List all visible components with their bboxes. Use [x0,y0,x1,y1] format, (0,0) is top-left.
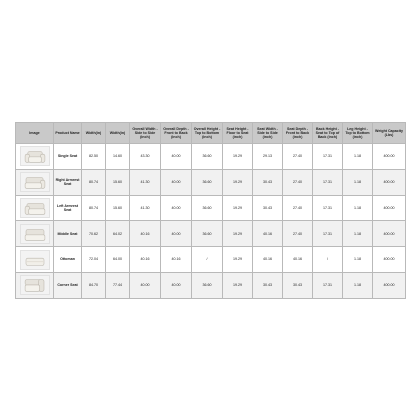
header-overall-depth: Overall Depth - Front to Back (inch) [161,123,192,144]
table-row [16,195,406,221]
header-back-height: Back Height - Seat to Top of Back (inch) [313,123,343,144]
cell-weight-capacity: 400.00 [373,221,406,247]
cell-width-2: 14.60 [106,144,130,170]
table-row [16,169,406,195]
cell-weight-capacity: 400.00 [373,195,406,221]
cell-seat-width: 30.43 [253,272,283,298]
cell-width-2: 64.00 [106,247,130,273]
cell-leg-height: 1.18 [343,195,373,221]
cell-weight-capacity: 400.00 [373,169,406,195]
header-overall-height: Overall Height - Top to Bottom (inch) [192,123,223,144]
table-row [16,144,406,170]
cell-width-1: 80.74 [82,169,106,195]
cell-back-height: 17.31 [313,195,343,221]
product-name: Middle Seat [54,221,82,247]
cell-overall-depth: 40.00 [161,272,192,298]
cell-back-height: / [313,247,343,273]
header-product-name: Product Name [54,123,82,144]
cell-overall-depth: 40.00 [161,144,192,170]
cell-width-2: 64.02 [106,221,130,247]
header-image: Image [16,123,54,144]
product-image-cell [16,144,54,170]
table-row [16,247,406,273]
cell-leg-height: 1.18 [343,221,373,247]
cell-width-1: 84.70 [82,272,106,298]
header-width-1: Width(in) [82,123,106,144]
product-image-cell [16,247,54,273]
spec-table [15,122,406,299]
product-image-cell [16,221,54,247]
cell-seat-width: 40.16 [253,247,283,273]
header-weight-capacity: Weight Capacity (Lbs) [373,123,406,144]
cell-overall-width: 43.30 [130,144,161,170]
cell-back-height: 17.31 [313,272,343,298]
cell-overall-height: 36.60 [192,272,223,298]
cell-width-1: 82.50 [82,144,106,170]
cell-weight-capacity: 400.00 [373,144,406,170]
spec-body [16,144,406,299]
cell-seat-width: 30.43 [253,195,283,221]
header-width-2: Width(in) [106,123,130,144]
cell-overall-width: 41.30 [130,195,161,221]
product-name: Left Armrest Seat [54,195,82,221]
cell-seat-depth: 27.40 [283,195,313,221]
single-seat-sofa-icon [20,146,50,166]
cell-back-height: 17.31 [313,221,343,247]
cell-seat-width: 30.43 [253,169,283,195]
product-name: Single Seat [54,144,82,170]
cell-seat-width: 29.13 [253,144,283,170]
cell-seat-depth: 30.43 [283,272,313,298]
cell-leg-height: 1.18 [343,169,373,195]
cell-seat-depth: 40.16 [283,247,313,273]
cell-overall-width: 40.00 [130,272,161,298]
cell-back-height: 17.31 [313,144,343,170]
cell-width-1: 80.74 [82,195,106,221]
product-name: Ottoman [54,247,82,273]
header-row [16,123,406,144]
middle-seat-icon [20,224,50,244]
cell-width-1: 70.62 [82,221,106,247]
cell-width-2: 77.44 [106,272,130,298]
header-overall-width: Overall Width - Side to Side (inch) [130,123,161,144]
table-row [16,221,406,247]
cell-back-height: 17.31 [313,169,343,195]
cell-overall-width: 40.16 [130,247,161,273]
product-image-cell [16,169,54,195]
cell-overall-depth: 40.00 [161,169,192,195]
cell-seat-depth: 27.40 [283,169,313,195]
cell-seat-height: 19.29 [223,195,253,221]
header-seat-width: Seat Width - Side to Side (inch) [253,123,283,144]
cell-overall-depth: 40.16 [161,247,192,273]
cell-overall-height: 36.60 [192,144,223,170]
cell-weight-capacity: 400.00 [373,272,406,298]
cell-weight-capacity: 400.00 [373,247,406,273]
cell-width-2: 15.60 [106,195,130,221]
header-seat-depth: Seat Depth - Front to Back (inch) [283,123,313,144]
cell-seat-height: 19.29 [223,272,253,298]
cell-width-1: 72.04 [82,247,106,273]
cell-seat-height: 19.29 [223,169,253,195]
cell-overall-height: / [192,247,223,273]
header-leg-height: Leg Height - Top to Bottom (inch) [343,123,373,144]
cell-seat-width: 40.16 [253,221,283,247]
cell-seat-depth: 27.40 [283,144,313,170]
cell-leg-height: 1.18 [343,247,373,273]
cell-seat-height: 19.29 [223,247,253,273]
product-name: Corner Seat [54,272,82,298]
right-armrest-seat-icon [20,172,50,192]
cell-leg-height: 1.18 [343,272,373,298]
left-armrest-seat-icon [20,198,50,218]
cell-overall-height: 36.60 [192,169,223,195]
corner-seat-icon [20,275,50,295]
product-image-cell [16,195,54,221]
cell-overall-depth: 40.00 [161,221,192,247]
table-row [16,272,406,298]
cell-overall-width: 41.30 [130,169,161,195]
cell-width-2: 15.60 [106,169,130,195]
cell-overall-height: 36.60 [192,195,223,221]
cell-overall-width: 40.16 [130,221,161,247]
product-image-cell [16,272,54,298]
cell-overall-height: 36.60 [192,221,223,247]
cell-leg-height: 1.18 [343,144,373,170]
header-seat-height: Seat Height - Floor to Seat (inch) [223,123,253,144]
cell-seat-height: 19.29 [223,221,253,247]
cell-seat-height: 19.29 [223,144,253,170]
product-name: Right Armrest Seat [54,169,82,195]
ottoman-icon [20,250,50,270]
cell-seat-depth: 27.40 [283,221,313,247]
cell-overall-depth: 40.00 [161,195,192,221]
